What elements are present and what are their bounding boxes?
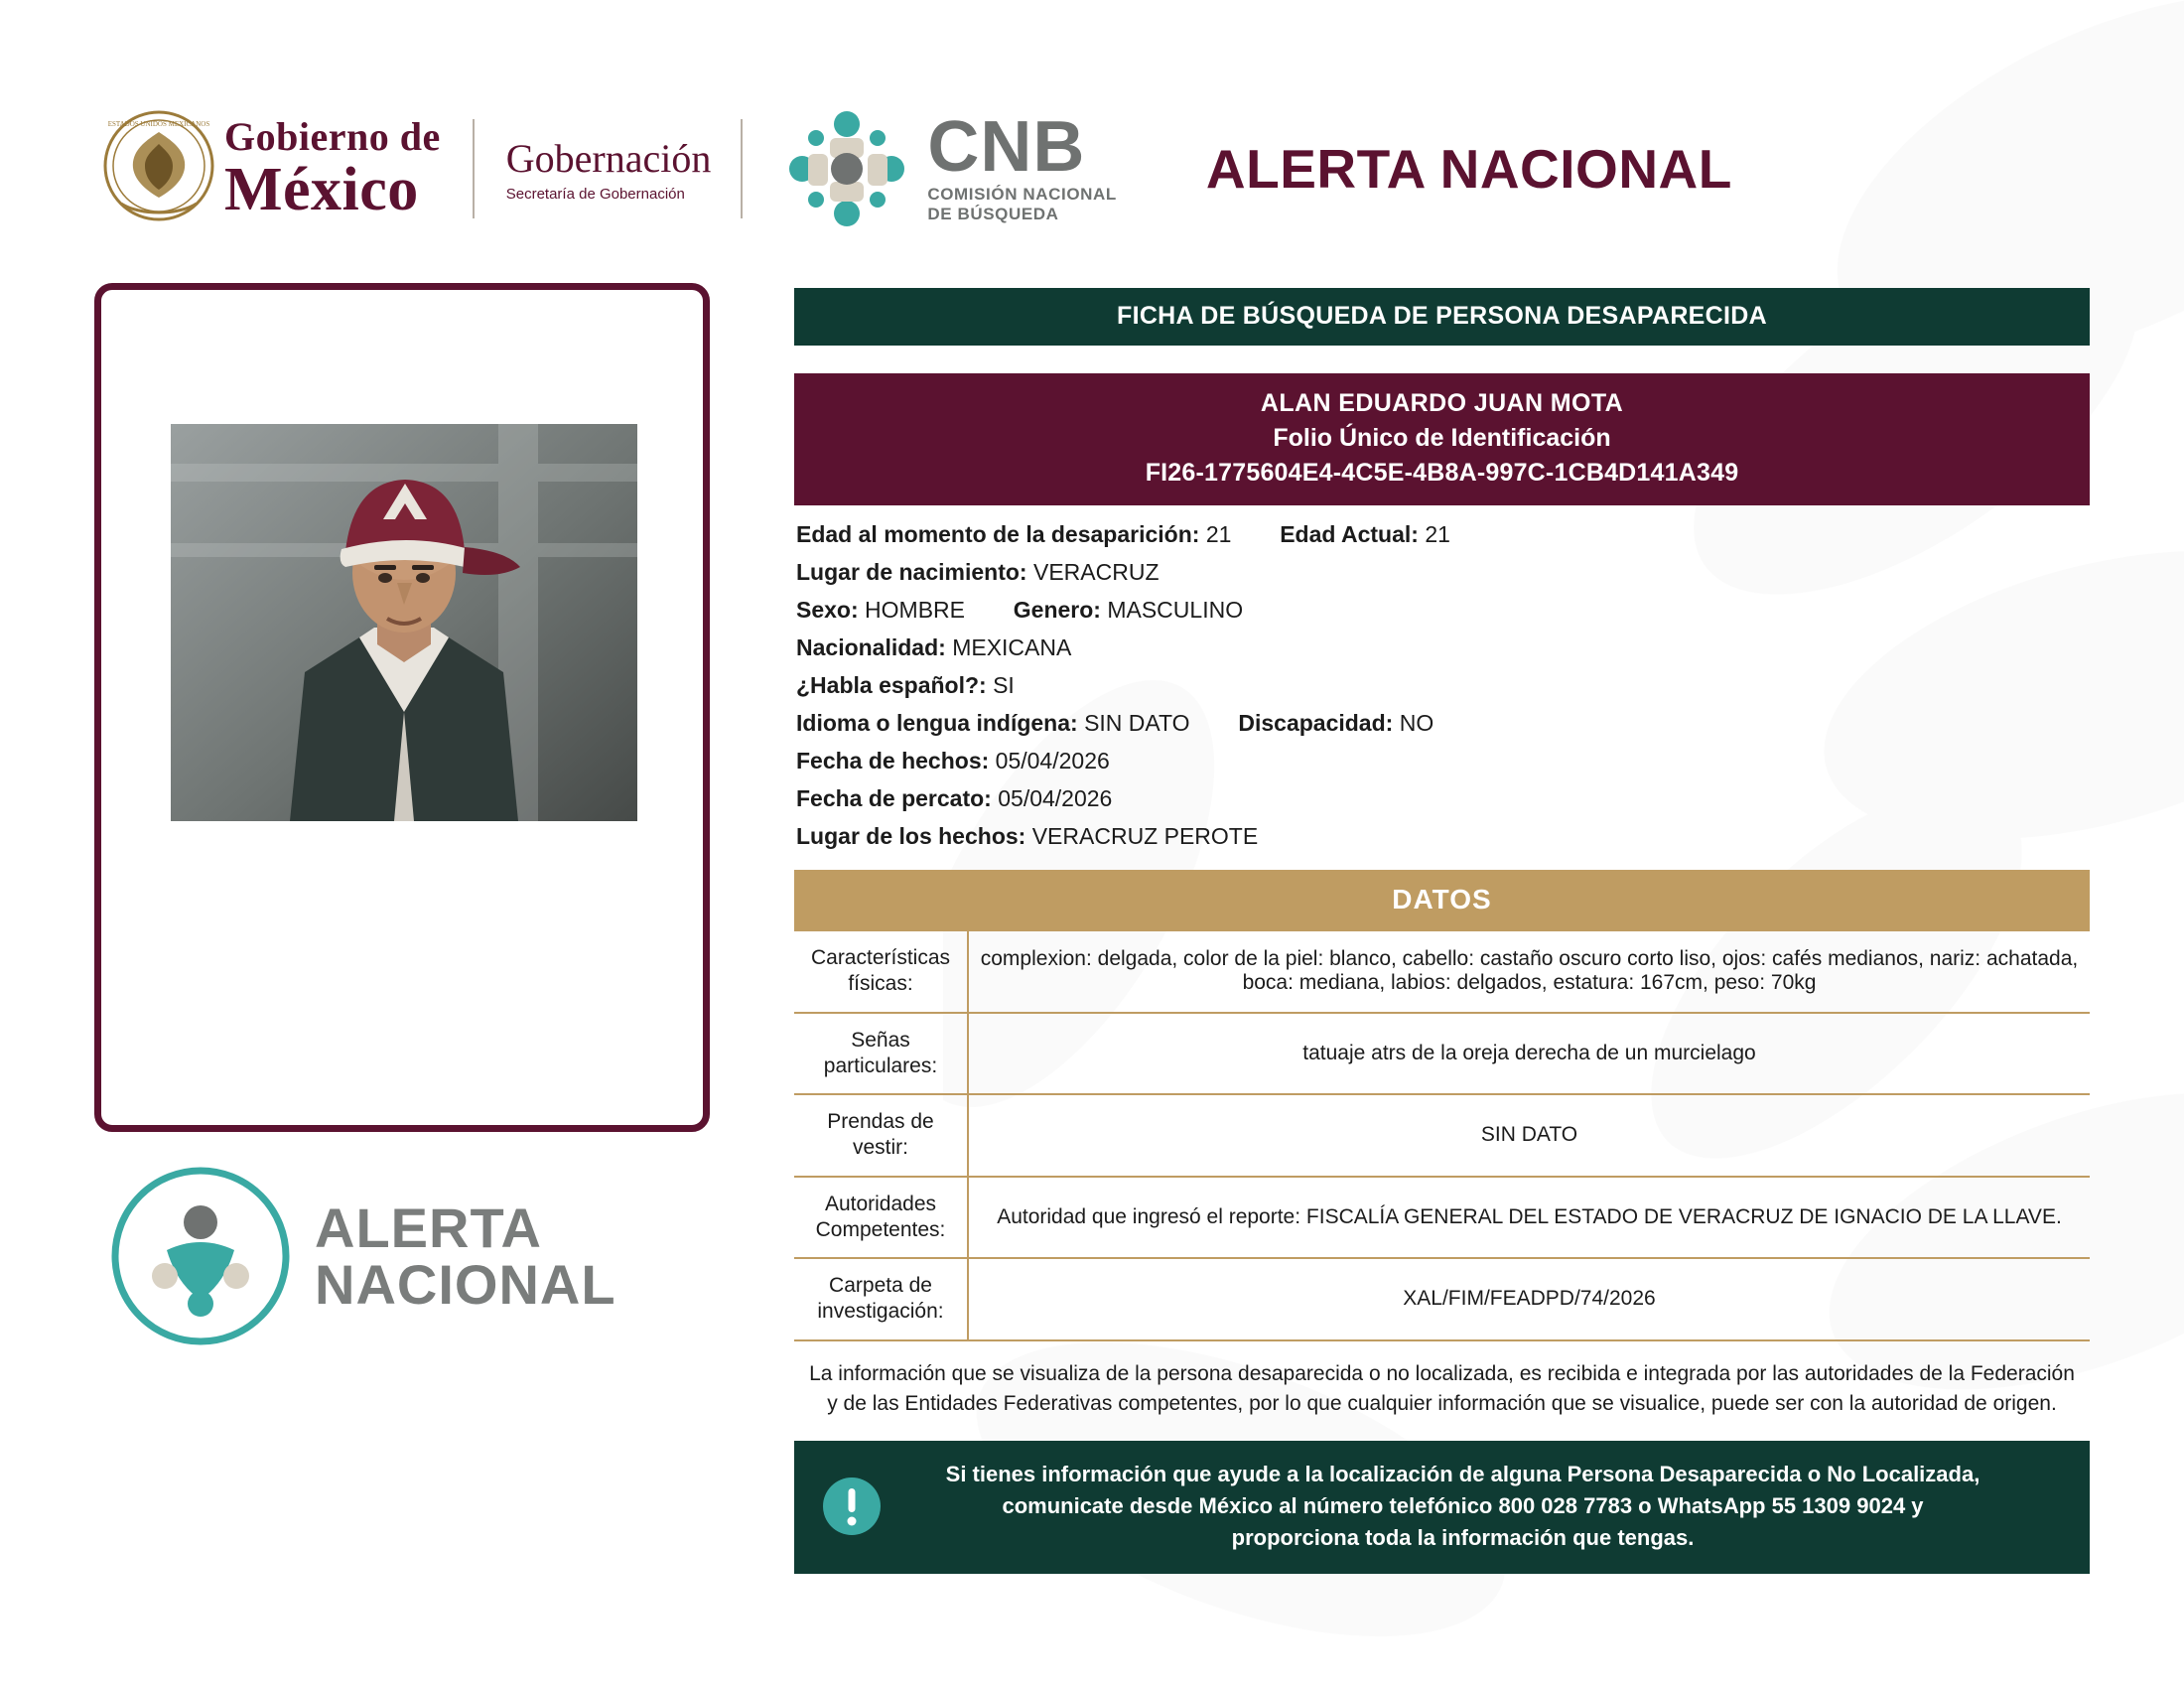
header-divider-1: [473, 119, 475, 218]
row-value: SIN DATO: [968, 1094, 2090, 1177]
photo-frame: [94, 283, 710, 1132]
datos-section-header: DATOS: [794, 870, 2090, 931]
cnb-people-logo-icon: [772, 94, 921, 243]
field-row-lugar-hechos: [796, 823, 2090, 850]
label-fecha-hechos: Fecha de hechos:: [796, 748, 990, 774]
person-identity-banner: [794, 373, 2090, 505]
row-label: Prendas de vestir:: [794, 1094, 968, 1177]
ficha-title-banner: FICHA DE BÚSQUEDA DE PERSONA DESAPARECIDA: [794, 288, 2090, 346]
mexican-eagle-seal-icon: [99, 104, 218, 233]
label-fecha-percato: Fecha de percato:: [796, 785, 992, 811]
field-row-fecha-percato: [796, 785, 2090, 812]
person-fields: [794, 521, 2090, 850]
label-nacionalidad: Nacionalidad:: [796, 634, 946, 660]
contact-information-banner: [794, 1441, 2090, 1574]
table-row: [794, 931, 2090, 1013]
table-row: [794, 1177, 2090, 1259]
table-row: [794, 1013, 2090, 1095]
value-sexo: HOMBRE: [865, 597, 965, 623]
label-habla-espanol: ¿Habla español?:: [796, 672, 987, 698]
folio-value: FI26-1775604E4-4C5E-4B8A-997C-1CB4D141A349: [1145, 459, 1739, 487]
datos-table: [794, 931, 2090, 1341]
photo-illustration: [171, 424, 637, 821]
value-fecha-percato: 05/04/2026: [998, 785, 1113, 811]
exclamation-circle-icon: [820, 1475, 884, 1538]
cnb-logo-block: [772, 94, 1117, 243]
cnb-wordmark: [927, 106, 1117, 224]
secretaria-sublabel: Secretaría de Gobernación: [505, 186, 685, 203]
alerta-word: ALERTA: [315, 1196, 542, 1259]
label-lugar-nacimiento: Lugar de nacimiento:: [796, 559, 1027, 585]
gobierno-de-mexico-wordmark: [224, 114, 441, 223]
value-edad-desaparicion: 21: [1205, 521, 1232, 547]
label-sexo: Sexo:: [796, 597, 859, 623]
label-discapacidad: Discapacidad:: [1238, 710, 1394, 736]
contact-line-1: Si tienes información que ayude a la localización de alguna Persona Desaparecida o No Localizada,: [945, 1462, 1980, 1487]
row-value: Autoridad que ingresó el reporte: FISCALÍA GENERAL DEL ESTADO DE VERACRUZ DE IGNACIO DE LA LLAVE.: [968, 1177, 2090, 1259]
field-row-edad: [796, 521, 2090, 548]
row-label: Autoridades Competentes:: [794, 1177, 968, 1259]
nacional-word: NACIONAL: [315, 1253, 616, 1316]
value-idioma: SIN DATO: [1084, 710, 1190, 736]
gob-line1: Gobierno de: [224, 114, 441, 159]
field-row-sexo-genero: [796, 597, 2090, 624]
cnb-acronym: CNB: [927, 106, 1086, 187]
person-name: ALAN EDUARDO JUAN MOTA: [1260, 389, 1624, 417]
value-discapacidad: NO: [1399, 710, 1434, 736]
header-divider-2: [741, 119, 743, 218]
svg-text:ESTADOS UNIDOS MEXICANOS: ESTADOS UNIDOS MEXICANOS: [107, 120, 210, 128]
secretaria-gobernacion-wordmark: [506, 135, 712, 203]
value-edad-actual: 21: [1425, 521, 1450, 547]
label-lugar-hechos: Lugar de los hechos:: [796, 823, 1026, 849]
contact-line-2: comunicate desde México al número telefónico 800 028 7783 o WhatsApp 55 1309 9024 y: [1002, 1493, 1924, 1519]
table-row: [794, 1094, 2090, 1177]
alerta-nacional-wordmark: [315, 1196, 616, 1316]
gob-line2: México: [224, 156, 419, 223]
row-value: XAL/FIM/FEADPD/74/2026: [968, 1258, 2090, 1340]
gobernacion-label: Gobernación: [505, 136, 712, 181]
label-genero: Genero:: [1013, 597, 1101, 623]
row-label: Carpeta de investigación:: [794, 1258, 968, 1340]
field-row-nacionalidad: [796, 634, 2090, 661]
folio-label: Folio Único de Identificación: [1273, 424, 1611, 452]
page-title: ALERTA NACIONAL: [1205, 138, 1732, 200]
contact-text: [901, 1459, 2064, 1554]
value-nacionalidad: MEXICANA: [952, 634, 1072, 660]
table-row: [794, 1258, 2090, 1340]
row-label: Señas particulares:: [794, 1013, 968, 1095]
row-label: Características físicas:: [794, 931, 968, 1013]
field-row-fecha-hechos: [796, 748, 2090, 774]
field-row-idioma-discapacidad: [796, 710, 2090, 737]
row-value: tatuaje atrs de la oreja derecha de un murcielago: [968, 1013, 2090, 1095]
row-value: complexion: delgada, color de la piel: blanco, cabello: castaño oscuro corto liso, ojos: cafés medianos, nariz: achatada, boca: mediana, labios: delgados, estatura: 167cm, peso: 70kg: [968, 931, 2090, 1013]
value-genero: MASCULINO: [1107, 597, 1244, 623]
cnb-sub2: DE BÚSQUEDA: [927, 205, 1059, 224]
main-content: [794, 288, 2090, 1574]
value-fecha-hechos: 05/04/2026: [995, 748, 1110, 774]
value-lugar-nacimiento: VERACRUZ: [1032, 559, 1160, 585]
contact-line-3: proporciona toda la información que tengas.: [1231, 1525, 1695, 1551]
label-idioma: Idioma o lengua indígena:: [796, 710, 1078, 736]
alerta-nacional-circle-icon: [109, 1165, 293, 1348]
disclaimer-text: La información que se visualiza de la persona desaparecida o no localizada, es recibida e integrada por las autoridades de la Federación y de las Entidades Federativas competentes, por lo que cualquier información que se visualice, puede ser con la autoridad de origen.: [809, 1361, 2075, 1415]
value-habla-espanol: SI: [993, 672, 1015, 698]
cnb-sub1: COMISIÓN NACIONAL: [927, 185, 1117, 205]
label-edad-actual: Edad Actual:: [1280, 521, 1419, 547]
alerta-nacional-logo-block: [109, 1162, 705, 1350]
field-row-lugar-nacimiento: [796, 559, 2090, 586]
field-row-habla-espanol: [796, 672, 2090, 699]
value-lugar-hechos: VERACRUZ PEROTE: [1031, 823, 1259, 849]
missing-person-photo: [171, 424, 637, 821]
label-edad-desaparicion: Edad al momento de la desaparición:: [796, 521, 1200, 547]
document-header: [99, 89, 2085, 248]
